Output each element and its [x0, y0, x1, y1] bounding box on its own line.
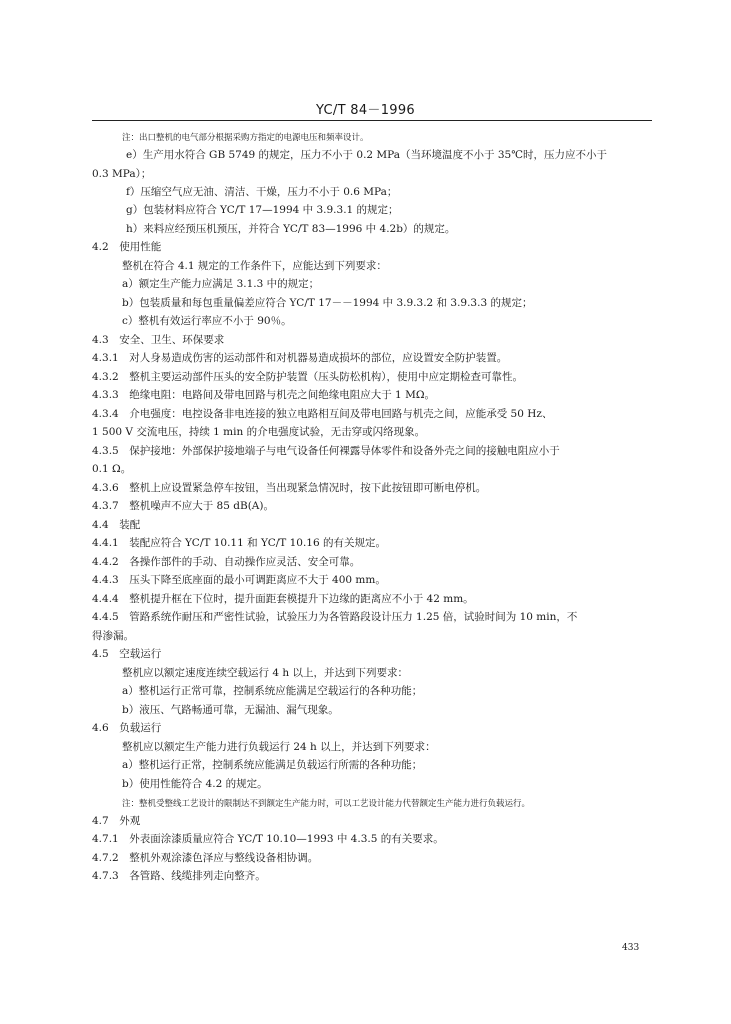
section-heading: 4.3 安全、卫生、环保要求 — [92, 334, 225, 346]
list-item: c）整机有效运行率应不小于 90％。 — [122, 315, 292, 327]
clause-continuation: 1 500 V 交流电压，持续 1 min 的介电强度试验，无击穿或闪络现象。 — [92, 426, 426, 438]
page-header-title: YC/T 84－1996 — [316, 103, 415, 118]
list-item: h）来料应经预压机预压，并符合 YC/T 83—1996 中 4.2b）的规定。 — [126, 223, 456, 235]
clause: 4.3.3 绝缘电阻：电路间及带电回路与机壳之间绝缘电阻应大于 1 MΩ。 — [92, 389, 436, 401]
clause: 4.3.1 对人身易造成伤害的运动部件和对机器易造成损坏的部位，应设置安全防护装置。 — [92, 352, 508, 364]
page-number: 433 — [622, 943, 640, 953]
list-item: g）包装材料应符合 YC/T 17—1994 中 3.9.3.1 的规定； — [126, 204, 399, 216]
list-item: a）整机运行正常，控制系统应能满足负载运行所需的各种功能； — [122, 759, 423, 771]
list-item-continuation: 0.3 MPa）； — [92, 168, 152, 180]
section-heading: 4.2 使用性能 — [92, 241, 162, 253]
clause: 4.4.2 各操作部件的手动、自动操作应灵活、安全可靠。 — [92, 556, 361, 568]
clause: 4.4.1 装配应符合 YC/T 10.11 和 YC/T 10.16 的有关规定。 — [92, 537, 387, 549]
note-line: 注：整机受整线工艺设计的限制达不到额定生产能力时，可以工艺设计能力代替额定生产能力进行负载运行。 — [122, 799, 531, 809]
clause: 4.4.3 压头下降至底座面的最小可调距离应不大于 400 mm。 — [92, 574, 386, 586]
clause: 4.7.2 整机外观涂漆色泽应与整线设备相协调。 — [92, 852, 319, 864]
header-rule — [92, 120, 652, 121]
list-item: e）生产用水符合 GB 5749 的规定，压力不小于 0.2 MPa（当环境温度不小于 35℃时，压力应不小于 — [126, 149, 607, 161]
clause: 4.3.4 介电强度：电控设备非电连接的独立电路相互间及带电回路与机壳之间，应能承受 50 Hz、 — [92, 408, 553, 420]
clause-continuation: 0.1 Ω。 — [92, 463, 132, 475]
section-heading: 4.6 负载运行 — [92, 722, 162, 734]
list-item: a）额定生产能力应满足 3.1.3 中的规定； — [122, 278, 320, 290]
clause: 4.3.7 整机噪声不应大于 85 dB(A)。 — [92, 500, 274, 512]
section-heading: 4.4 装配 — [92, 519, 141, 531]
note-line: 注：出口整机的电气部分根据采购方指定的电源电压和频率设计。 — [122, 133, 369, 143]
list-item: f）压缩空气应无油、清洁、干燥，压力不小于 0.6 MPa； — [126, 186, 398, 198]
paragraph: 整机应以额定生产能力进行负载运行 24 h 以上，并达到下列要求： — [122, 741, 436, 753]
section-heading: 4.7 外观 — [92, 815, 141, 827]
clause: 4.3.6 整机上应设置紧急停车按钮，当出现紧急情况时，按下此按钮即可断电停机。 — [92, 482, 487, 494]
clause: 4.4.4 整机提升框在下位时，提升面距套模提升下边缘的距离应不小于 42 mm。 — [92, 593, 474, 605]
section-heading: 4.5 空载运行 — [92, 648, 162, 660]
list-item: b）液压、气路畅通可靠，无漏油、漏气现象。 — [122, 704, 339, 716]
list-item: b）包装质量和每包重量偏差应符合 YC/T 17－－1994 中 3.9.3.2 和 3.9.3.3 的规定； — [122, 297, 533, 309]
clause-continuation: 得渗漏。 — [92, 630, 134, 642]
paragraph: 整机在符合 4.1 规定的工作条件下，应能达到下列要求： — [122, 260, 387, 272]
clause: 4.3.2 整机主要运动部件压头的安全防护装置（压头防松机构），使用中应定期检查可靠性。 — [92, 371, 523, 383]
list-item: b）使用性能符合 4.2 的规定。 — [122, 778, 268, 790]
clause: 4.3.5 保护接地：外部保护接地端子与电气设备任何裸露导体零件和设备外壳之间的接触电阻应小于 — [92, 445, 560, 457]
paragraph: 整机应以额定速度连续空载运行 4 h 以上，并达到下列要求： — [122, 667, 408, 679]
list-item: a）整机运行正常可靠，控制系统应能满足空载运行的各种功能； — [122, 685, 423, 697]
clause: 4.7.3 各管路、线缆排列走向整齐。 — [92, 870, 266, 882]
clause: 4.4.5 管路系统作耐压和严密性试验，试验压力为各管路段设计压力 1.25 倍，试验时间为 10 min，不 — [92, 611, 578, 623]
clause: 4.7.1 外表面涂漆质量应符合 YC/T 10.10—1993 中 4.3.5 的有关要求。 — [92, 833, 444, 845]
